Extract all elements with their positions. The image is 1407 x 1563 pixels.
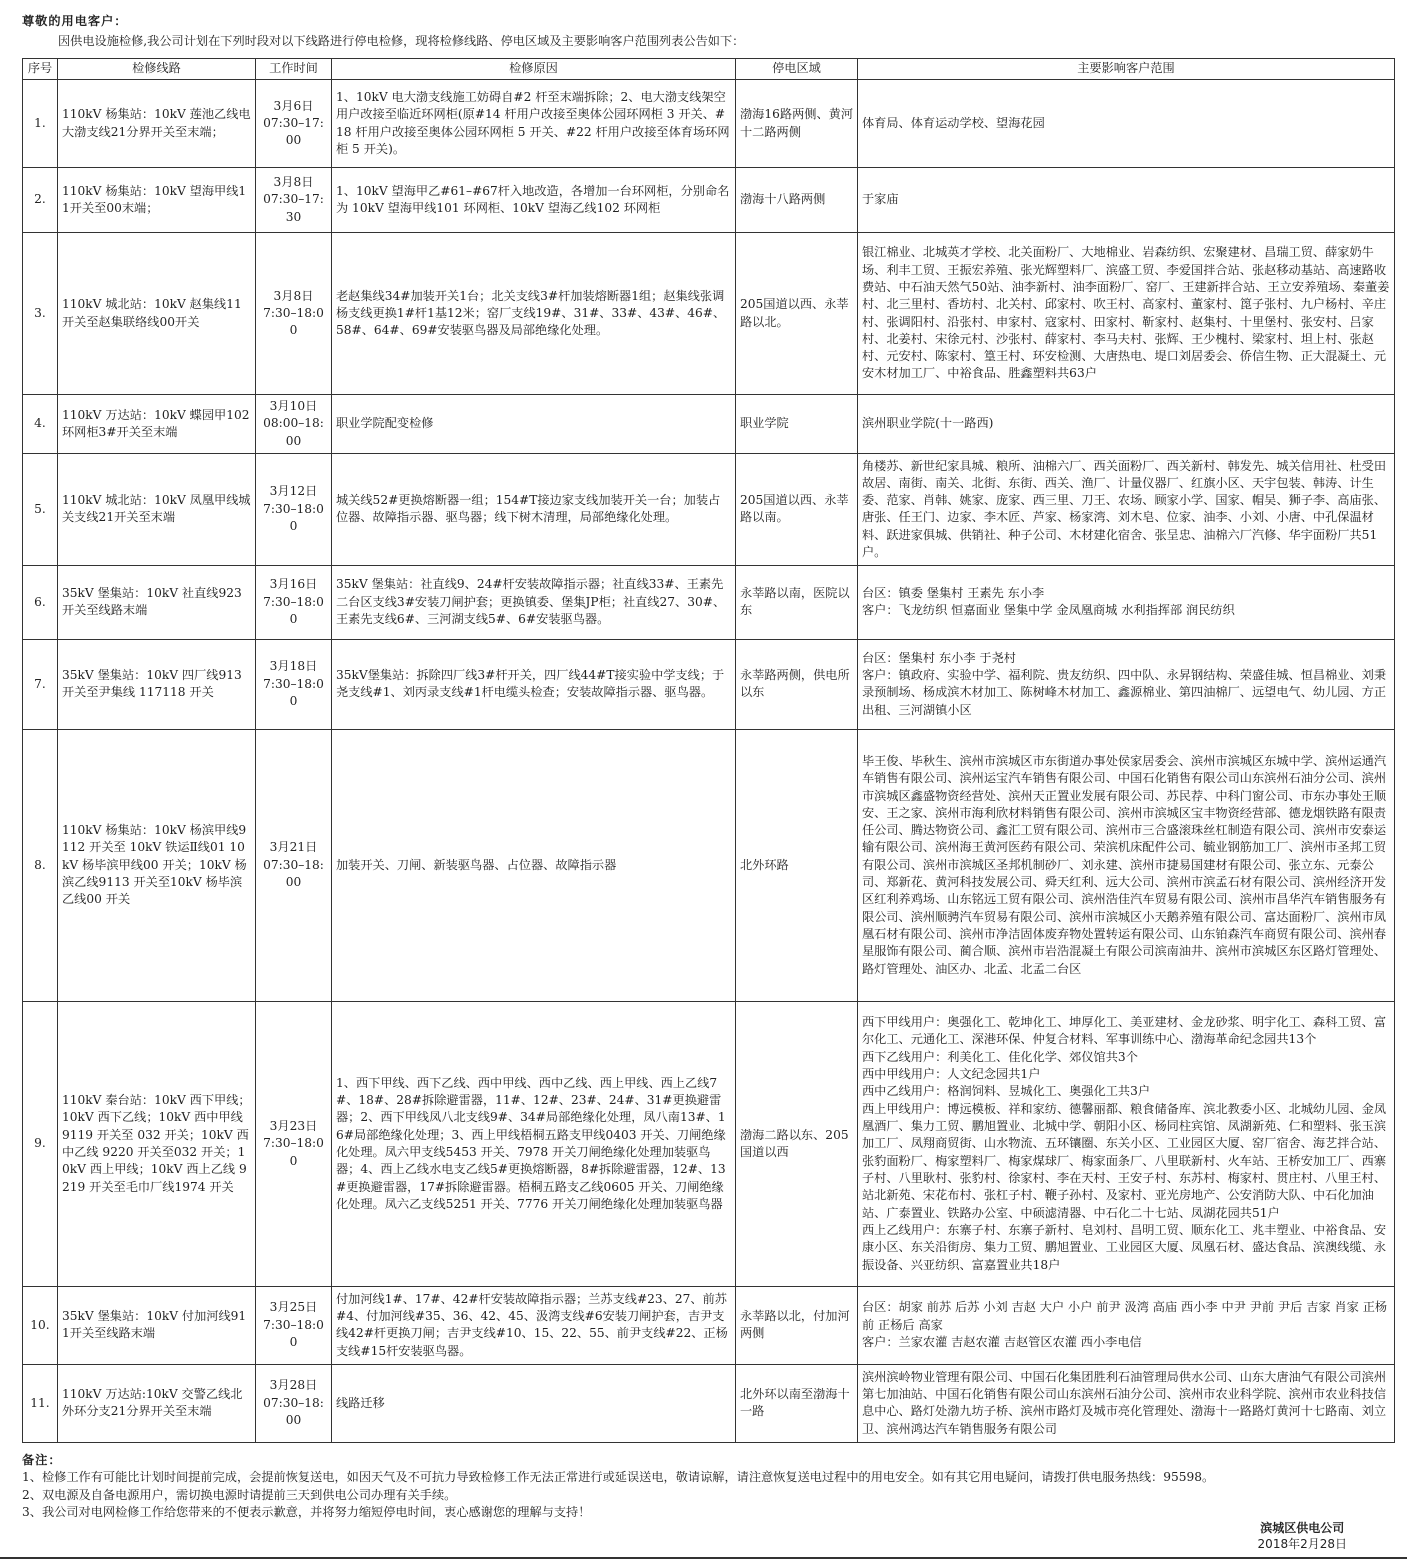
row-line: 110kV 杨集站：10kV 杨滨甲线9112 开关至 10kV 铁运Ⅱ线01 10kV 杨毕滨甲线00 开关；10kV 杨滨乙线9113 开关至10kV 杨毕滨乙线00 开关 — [58, 729, 256, 1001]
row-time — [256, 1286, 332, 1364]
row-time — [256, 565, 332, 639]
table-row — [23, 233, 1395, 395]
row-area: 渤海16路两侧、黄河十二路两侧 — [736, 80, 858, 168]
row-customers: 滨州滨岭物业管理有限公司、中国石化集团胜利石油管理局供水公司、山东大唐油气有限公司滨州第七加油站、中国石化销售有限公司山东滨州石油分公司、滨州市农业科学院、滨州市农业科技信息中心、路灯处渤九坊子桥、滨州市路灯及城市亮化管理处、渤海十一路路灯黄河十七路南、刘立卫、滨州鸿达汽车销售服务有限公司 — [858, 1364, 1395, 1442]
row-line: 110kV 城北站：10kV 凤凰甲线城关支线21开关至末端 — [58, 453, 256, 565]
row-hours: 07:30–17:30 — [263, 192, 324, 224]
row-customers: 体育局、体育运动学校、望海花园 — [858, 80, 1395, 168]
row-date: 3月8日 — [273, 288, 314, 303]
col-header-no: 序号 — [23, 59, 58, 80]
row-line: 35kV 堡集站：10kV 四厂线913 开关至尹集线 117118 开关 — [58, 639, 256, 729]
row-hours: 7:30–18:00 — [263, 676, 324, 709]
col-header-area: 停电区域 — [736, 59, 858, 80]
row-number: 6. — [23, 565, 58, 639]
table-row — [23, 168, 1395, 233]
row-number: 5. — [23, 453, 58, 565]
row-number: 2. — [23, 168, 58, 233]
row-number: 11. — [23, 1364, 58, 1442]
row-area: 205国道以西、永莘路以南。 — [736, 453, 858, 565]
col-header-reason: 检修原因 — [332, 59, 736, 80]
row-number: 3. — [23, 233, 58, 395]
row-area: 永莘路两侧，供电所以东 — [736, 639, 858, 729]
row-reason: 1、西下甲线、西下乙线、西中甲线、西中乙线、西上甲线、西上乙线7#、18#、28#拆除避雷器，11#、12#、23#、24#、31#更换避雷器；2、西下甲线凤八北支线9#、34#局部绝缘化处理，凤八南13#、16#局部绝缘化处理；3、西上甲线梧桐五路支甲线0403 开关、刀闸绝缘化处理。凤六甲支线5453 开关、7978 开关刀闸绝缘化处理加装驱鸟器；4、西上乙线水电支乙线5#更换熔断器，8#拆除避雷器，12#、13#更换避雷器，17#拆除避雷器。梧桐五路支乙线0605 开关、刀闸绝缘化处理。凤六乙支线5251 开关、7776 开关刀闸绝缘化处理加装驱鸟器 — [332, 1001, 736, 1286]
row-reason: 付加河线1#、17#、42#杆安装故障指示器；兰苏支线#23、27、前苏#4、付加河线#35、36、42、45、汲湾支线#6安装刀闸护套，吉尹支线42#杆更换刀闸；吉尹支线#10、15、22、55、前尹支线#22、正杨支线#15杆安装驱鸟器。 — [332, 1286, 736, 1364]
row-line: 110kV 秦台站：10kV 西下甲线；10kV 西下乙线；10kV 西中甲线 9119 开关至 032 开关；10kV 西中乙线 9220 开关至032 开关；10kV 西上甲线；10kV 西上乙线 9219 开关至毛巾厂线1974 开关 — [58, 1001, 256, 1286]
row-reason: 老赵集线34#加装开关1台；北关支线3#杆加装熔断器1组；赵集线张调杨支线更换1#杆1基12米；窑厂支线19#、31#、33#、43#、46#、58#、64#、69#安装驱鸟器及局部绝缘化处理。 — [332, 233, 736, 395]
row-date: 3月8日 — [273, 175, 314, 189]
intro-text: 因供电设施检修,我公司计划在下列时段对以下线路进行停电检修，现将检修线路、停电区域及主要影响客户范围列表公告如下： — [58, 34, 745, 48]
row-customers: 台区：堡集村 东小李 于尧村 客户：镇政府、实验中学、福利院、贵友纺织、四中队、永昇钢结构、荣盛佳城、恒昌棉业、刘秉录预制场、杨成滨木材加工、陈树峰木材加工、鑫源棉业、第四油棉厂、远望电气、幼儿园、方正出租、三河湖镇小区 — [858, 639, 1395, 729]
table-row — [23, 1364, 1395, 1442]
table-row — [23, 565, 1395, 639]
bottom-rule — [0, 1557, 1407, 1559]
row-date: 3月23日 — [269, 1118, 318, 1133]
row-hours: 7:30–18:00 — [263, 1317, 324, 1350]
row-hours: 7:30–18:00 — [263, 594, 324, 627]
row-line: 110kV 万达站：10kV 蝶园甲102环网柜3#开关至末端 — [58, 395, 256, 454]
note-item: 1、检修工作有可能比计划时间提前完成，会提前恢复送电，如因天气及不可抗力导致检修工作无法正常进行或延误送电，敬请谅解，请注意恢复送电过程中的用电安全。如有其它用电疑问，请拨打供电服务热线：95598。 — [22, 1470, 1215, 1485]
row-time — [256, 80, 332, 168]
row-customers: 台区：胡家 前苏 后苏 小刘 吉赵 大户 小户 前尹 汲湾 高庙 西小李 中尹 尹前 尹后 吉家 肖家 正杨前 正杨后 高家 客户：兰家农灌 吉赵农灌 吉赵管区农灌 西小李电信 — [858, 1286, 1395, 1364]
row-reason: 35kV堡集站：拆除四厂线3#杆开关，四厂线44#T接实验中学支线；于尧支线#1、刘丙录支线#1杆电缆头检查；安装故障指示器、驱鸟器。 — [332, 639, 736, 729]
signature-org: 滨城区供电公司 — [1260, 1521, 1345, 1535]
row-number: 9. — [23, 1001, 58, 1286]
row-line: 110kV 万达站:10kV 交警乙线北外环分支21分界开关至末端 — [58, 1364, 256, 1442]
row-customers: 银江棉业、北城英才学校、北关面粉厂、大地棉业、岩森纺织、宏聚建材、昌瑞工贸、薛家奶牛场、利丰工贸、王振宏养殖、张光辉塑料厂、滨盛工贸、李爱国拌合站、张赵移动基站、高速路收费站、中石油天然气50站、油李新村、油李面粉厂、窑厂、王建新拌合站、王立安养殖场、秦董姜村、北三里村、香坊村、北关村、邱家村、吹王村、高家村、董家村、箆子张村、九户杨村、辛庄村、张调阳村、沿张村、申家村、寇家村、田家村、靳家村、赵集村、十里堡村、张安村、吕家村、北姜村、宋徐元村、沙张村、薛家村、李马夫村、张辉、王少槐村、梁家村、坦上村、张赵村、元安村、陈家村、篁王村、环安检测、大唐热电、堤口刘居委会、侨信生物、正大混凝土、元安木材加工厂、中裕食品、胜鑫塑料共63户 — [858, 233, 1395, 395]
table-row — [23, 1001, 1395, 1286]
col-header-line: 检修线路 — [58, 59, 256, 80]
signature-date: 2018年2月28日 — [1257, 1537, 1347, 1552]
notes — [22, 1452, 1382, 1521]
row-time — [256, 1001, 332, 1286]
table-row — [23, 80, 1395, 168]
row-hours: 7:30–18:00 — [263, 305, 324, 338]
row-area: 北外环以南至渤海十一路 — [736, 1364, 858, 1442]
row-reason: 1、10kV 望海甲乙#61–#67杆入地改造，各增加一台环网柜，分别命名为 10kV 望海甲线101 环网柜、10kV 望海乙线102 环网柜 — [332, 168, 736, 233]
row-area: 渤海十八路两侧 — [736, 168, 858, 233]
row-number: 4. — [23, 395, 58, 454]
row-customers: 滨州职业学院(十一路西) — [858, 395, 1395, 454]
table-row — [23, 453, 1395, 565]
table-row — [23, 729, 1395, 1001]
row-date: 3月12日 — [269, 484, 318, 499]
row-number: 1. — [23, 80, 58, 168]
row-customers: 于家庙 — [858, 168, 1395, 233]
row-time — [256, 1364, 332, 1442]
table-row — [23, 395, 1395, 454]
note-item: 3、我公司对电网检修工作给您带来的不便表示歉意，并将努力缩短停电时间，衷心感谢您的理解与支持！ — [22, 1504, 591, 1519]
signature — [1258, 1520, 1347, 1552]
col-header-customers: 主要影响客户范围 — [858, 59, 1395, 80]
row-number: 8. — [23, 729, 58, 1001]
row-time — [256, 233, 332, 395]
row-hours: 07:30–17:00 — [263, 115, 324, 148]
row-hours: 07:30–18:00 — [263, 1395, 324, 1428]
table-body — [23, 80, 1395, 1443]
row-customers: 台区：镇委 堡集村 王素先 东小李 客户：飞龙纺织 恒嘉面业 堡集中学 金凤凰商城 水利指挥部 润民纺织 — [858, 565, 1395, 639]
note-item: 2、双电源及自备电源用户，需切换电源时请提前三天到供电公司办理有关手续。 — [22, 1487, 457, 1502]
row-line: 110kV 杨集站：10kV 望海甲线11开关至00末端； — [58, 168, 256, 233]
row-reason: 线路迁移 — [332, 1364, 736, 1442]
greeting: 尊敬的用电客户： — [22, 14, 128, 28]
row-area: 永莘路以南，医院以东 — [736, 565, 858, 639]
row-reason: 1、10kV 电大渤支线施工妨碍自#2 杆至末端拆除；2、电大渤支线架空用户改接至临近环网柜(原#14 杆用户改接至奥体公园环网柜 3 开关、#18 杆用户改接至奥体公园环网柜 5 开关、#22 杆用户改接至体育场环网柜 5 开关)。 — [332, 80, 736, 168]
row-hours: 7:30–18:00 — [263, 501, 324, 534]
row-line: 110kV 城北站：10kV 赵集线11开关至赵集联络线00开关 — [58, 233, 256, 395]
row-area: 渤海二路以东、205国道以西 — [736, 1001, 858, 1286]
row-time — [256, 729, 332, 1001]
row-date: 3月10日 — [269, 399, 318, 413]
row-date: 3月18日 — [269, 659, 318, 674]
row-area: 北外环路 — [736, 729, 858, 1001]
row-hours: 07:30–18:00 — [263, 857, 324, 890]
row-number: 10. — [23, 1286, 58, 1364]
outage-table — [22, 58, 1395, 1443]
row-date: 3月16日 — [269, 577, 318, 592]
row-area: 职业学院 — [736, 395, 858, 454]
row-line: 110kV 杨集站：10kV 莲池乙线电大渤支线21分界开关至末端； — [58, 80, 256, 168]
row-time — [256, 453, 332, 565]
row-time — [256, 395, 332, 454]
row-line: 35kV 堡集站：10kV 付加河线911开关至线路末端 — [58, 1286, 256, 1364]
row-area: 永莘路以北，付加河两侧 — [736, 1286, 858, 1364]
row-time — [256, 639, 332, 729]
col-header-time: 工作时间 — [256, 59, 332, 80]
row-area: 205国道以西、永莘路以北。 — [736, 233, 858, 395]
row-line: 35kV 堡集站：10kV 社直线923开关至线路末端 — [58, 565, 256, 639]
row-date: 3月25日 — [269, 1300, 318, 1315]
row-number: 7. — [23, 639, 58, 729]
row-reason: 35kV 堡集站：社直线9、24#杆安装故障指示器；社直线33#、王素先二台区支线3#安装刀闸护套；更换镇委、堡集JP柜；社直线27、30#、王素先支线6#、三河湖支线5#、6#安装驱鸟器。 — [332, 565, 736, 639]
row-date: 3月28日 — [269, 1378, 318, 1393]
row-hours: 08:00–18:00 — [263, 416, 324, 448]
row-date: 3月21日 — [269, 840, 318, 855]
row-date: 3月6日 — [273, 98, 314, 113]
row-hours: 7:30–18:00 — [263, 1136, 324, 1168]
row-time — [256, 168, 332, 233]
notes-title: 备注： — [22, 1453, 62, 1467]
table-row — [23, 639, 1395, 729]
table-header-row — [23, 59, 1395, 80]
row-customers: 西下甲线用户：奥强化工、乾坤化工、坤厚化工、美亚建材、金龙砂浆、明宇化工、森科工贸、富尔化工、元通化工、深港环保、仲复合材料、军事训练中心、渤海革命纪念园共13个 西下乙线用户：利美化工、佳化化学、郊仪馆共3个 西中甲线用户：人文纪念园共1户 西中乙线用户：格润饲料、昱城化工、奥强化工共3户 西上甲线用户：博远模板、祥和家纺、德馨丽都、粮食储备库、滨北教委小区、北城幼儿园、金凤凰酒厂、集力工贸、鹏旭置业、北城中学、朝阳小区、杨同柱宾馆、凤湖新苑、仁和塑料、张玉滨加工厂、凤翔商贸街、山水物流、五环镶圈、东关小区、工业园区大厦、窑厂宿舍、海艺拌合站、张豹面粉厂、梅家塑料厂、梅家煤球厂、梅家面条厂、八里联新村、火车站、王桥安加工厂、西寨子村、八里耿村、张豹村、徐家村、李在天村、王安子村、东苏村、梅家村、贯庄村、八里王村、站北新苑、宋花布村、张杠子村、鞭子孙村、及家村、亚光房地产、公安消防大队、中石化加油站、广泰置业、铁路办公室、中硕滤清器、中石化二十七站、凤湖花园共51户 西上乙线用户：东寨子村、东寨子新村、皂刘村、昌明工贸、顺东化工、兆丰塑业、中裕食品、安康小区、东关沿街房、集力工贸、鹏旭置业、工业园区大厦、凤凰石材、盛达食品、滨澳线缆、永振设备、兴亚纺织、富嘉置业共18户 — [858, 1001, 1395, 1286]
row-customers: 角楼苏、新世纪家具城、粮所、油棉六厂、西关面粉厂、西关新村、韩发先、城关信用社、杜受田故居、南街、南关、北街、东街、西关、渔厂、计量仪器厂、红旗小区、天宇包装、韩涛、计生委、范家、肖韩、姚家、庞家、西三里、刀王、农场、顾家小学、国家、帽吴、狮子李、高庙张、唐张、任王门、边家、李木匠、芦家、杨家湾、刘木皂、位家、油李、小刘、小唐、中孔保温材料、跃进家俱城、供销社、种子公司、木材建化宿舍、张呈忠、油棉六厂汽修、华宇面粉厂共51户。 — [858, 453, 1395, 565]
row-reason: 城关线52#更换熔断器一组；154#T接边家支线加装开关一台；加装占位器、故障指示器、驱鸟器；线下树木清理，局部绝缘化处理。 — [332, 453, 736, 565]
row-reason: 加装开关、刀闸、新装驱鸟器、占位器、故障指示器 — [332, 729, 736, 1001]
row-reason: 职业学院配变检修 — [332, 395, 736, 454]
row-customers: 毕王俊、毕秋生、滨州市滨城区市东街道办事处侯家居委会、滨州市滨城区东城中学、滨州运通汽车销售有限公司、滨州运宝汽车销售有限公司、中国石化销售有限公司山东滨州石油分公司、滨州市滨城区鑫盛物资经营处、滨州天正置业发展有限公司、苏民荐、中科门窗公司、市东办事处王顺安、王之家、滨州市海利欣材料销售有限公司、滨州市滨城区宝丰物资经营部、德龙烟铁路有限责任公司、腾达物资公司、鑫汇工贸有限公司、滨州市三合盛滚珠丝杠制造有限公司、滨州市安泰运输有限公司、滨州海王黄河医药有限公司、荣滨机床配件公司、毓业钢筋加工厂、滨州市圣邦工贸有限公司、滨州市滨城区圣邦机制砂厂、刘永建、滨州市捷易国建材有限公司、张立东、元泰公司、郑新花、黄河科技发展公司、舜天红利、远大公司、滨州市滨孟石材有限公司、滨州经济开发区红利养鸡场、山东铭远工贸有限公司、滨州浩佳汽车贸易有限公司、滨州市昌华汽车销售服务有限公司、滨州顺骋汽车贸易有限公司、滨州市滨城区小天鹅养殖有限公司、富达面粉厂、滨州市凤凰石材有限公司、滨州市净洁固体废弃物处置转运有限公司、山东铂森汽车商贸有限公司、滨州春星服饰有限公司、蔺合顺、滨州市岩浩混凝土有限公司滨南油井、滨州市滨城区东区路灯管理处、路灯管理处、油区办、北孟、北孟二台区 — [858, 729, 1395, 1001]
table-row — [23, 1286, 1395, 1364]
